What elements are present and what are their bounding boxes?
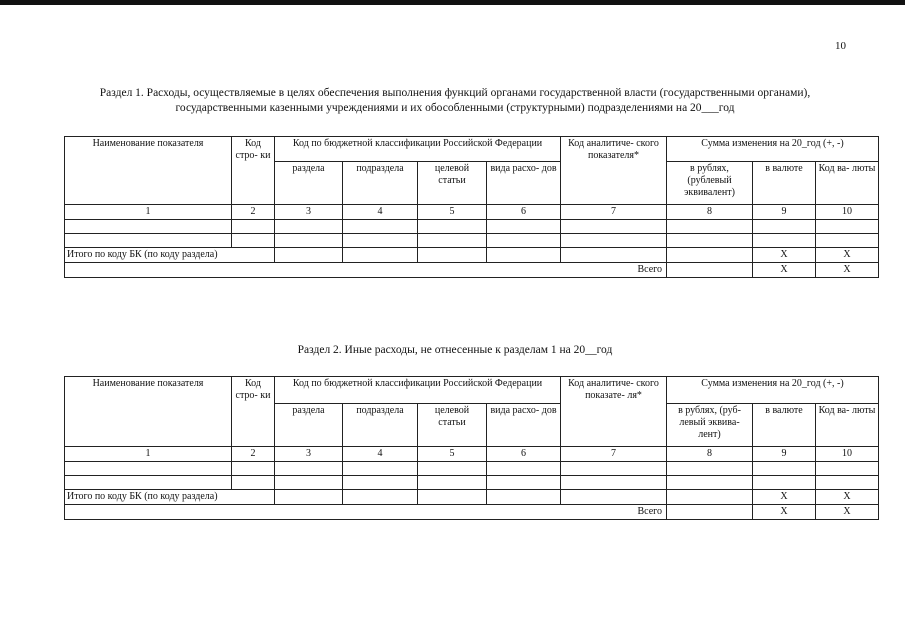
col-num: 8 — [667, 447, 753, 462]
header-name: Наименование показателя — [65, 137, 232, 205]
x-mark: X — [816, 248, 879, 263]
cell[interactable] — [65, 220, 232, 234]
col-num: 5 — [418, 447, 487, 462]
header-budget-code: Код по бюджетной классификации Российской Федерации — [275, 377, 561, 404]
header-line-code: Код стро- ки — [232, 137, 275, 205]
col-num: 3 — [275, 205, 343, 220]
cell[interactable] — [232, 234, 275, 248]
table-row — [65, 220, 879, 234]
x-mark: X — [816, 505, 879, 520]
grand-total-label: Всего — [65, 263, 667, 278]
grand-total-row — [65, 505, 879, 520]
cell[interactable] — [275, 220, 343, 234]
header-currency: в валюте — [753, 162, 816, 205]
cell[interactable] — [275, 234, 343, 248]
cell[interactable] — [667, 490, 753, 505]
cell[interactable] — [418, 490, 487, 505]
x-mark: X — [816, 263, 879, 278]
cell[interactable] — [418, 462, 487, 476]
cell[interactable] — [561, 220, 667, 234]
col-num: 6 — [487, 447, 561, 462]
header-target: целевой статьи — [418, 162, 487, 205]
cell[interactable] — [275, 490, 343, 505]
table-row — [65, 462, 879, 476]
header-line-code: Код стро- ки — [232, 377, 275, 447]
total-by-bk-label: Итого по коду БК (по коду раздела) — [65, 490, 275, 505]
cell[interactable] — [343, 234, 418, 248]
cell[interactable] — [232, 220, 275, 234]
cell[interactable] — [667, 248, 753, 263]
cell[interactable] — [343, 220, 418, 234]
cell[interactable] — [418, 234, 487, 248]
column-number-row — [65, 205, 879, 220]
header-expense-type: вида расхо- дов — [487, 404, 561, 447]
col-num: 4 — [343, 205, 418, 220]
section1-title: Раздел 1. Расходы, осуществляемые в целях обеспечения выполнения функций органами государственной власти (государственными органами), государственными казенными учреждениями и их обособленными (структурными) подразделениями на 20___год — [99, 87, 811, 114]
cell[interactable] — [667, 220, 753, 234]
cell[interactable] — [418, 220, 487, 234]
section2-title: Раздел 2. Иные расходы, не отнесенные к разделам 1 на 20__год — [297, 344, 613, 356]
cell[interactable] — [561, 234, 667, 248]
section2-table — [64, 376, 879, 520]
cell[interactable] — [753, 462, 816, 476]
cell[interactable] — [667, 234, 753, 248]
header-budget-code: Код по бюджетной классификации Российской Федерации — [275, 137, 561, 162]
column-number-row — [65, 447, 879, 462]
header-currency-code: Код ва- люты — [816, 404, 879, 447]
grand-total-row — [65, 263, 879, 278]
col-num: 7 — [561, 205, 667, 220]
header-row-1 — [65, 377, 879, 404]
col-num: 9 — [753, 205, 816, 220]
cell[interactable] — [561, 248, 667, 263]
cell[interactable] — [418, 248, 487, 263]
cell[interactable] — [65, 462, 232, 476]
cell[interactable] — [816, 220, 879, 234]
header-expense-type: вида расхо- дов — [487, 162, 561, 205]
cell[interactable] — [343, 462, 418, 476]
cell[interactable] — [343, 490, 418, 505]
cell[interactable] — [343, 248, 418, 263]
header-subsection: подраздела — [343, 162, 418, 205]
cell[interactable] — [65, 476, 232, 490]
col-num: 4 — [343, 447, 418, 462]
x-mark: X — [753, 505, 816, 520]
cell[interactable] — [232, 462, 275, 476]
grand-total-label: Всего — [65, 505, 667, 520]
x-mark: X — [816, 490, 879, 505]
cell[interactable] — [487, 220, 561, 234]
header-currency-code: Код ва- люты — [816, 162, 879, 205]
total-by-bk-row — [65, 248, 879, 263]
cell[interactable] — [487, 476, 561, 490]
col-num: 3 — [275, 447, 343, 462]
cell[interactable] — [487, 490, 561, 505]
table-row — [65, 476, 879, 490]
page-number: 10 — [835, 40, 846, 52]
col-num: 2 — [232, 447, 275, 462]
cell[interactable] — [561, 490, 667, 505]
cell[interactable] — [753, 220, 816, 234]
header-change-sum: Сумма изменения на 20_год (+, -) — [667, 137, 879, 162]
col-num: 2 — [232, 205, 275, 220]
total-by-bk-row — [65, 490, 879, 505]
cell[interactable] — [487, 462, 561, 476]
header-currency: в валюте — [753, 404, 816, 447]
cell[interactable] — [816, 234, 879, 248]
cell[interactable] — [667, 462, 753, 476]
col-num: 9 — [753, 447, 816, 462]
cell[interactable] — [561, 476, 667, 490]
table-row — [65, 234, 879, 248]
x-mark: X — [753, 490, 816, 505]
cell[interactable] — [753, 476, 816, 490]
cell[interactable] — [667, 505, 753, 520]
col-num: 5 — [418, 205, 487, 220]
section1-table — [64, 136, 879, 278]
cell[interactable] — [816, 462, 879, 476]
cell[interactable] — [816, 476, 879, 490]
header-analytic: Код аналитиче- ского показате- ля* — [561, 377, 667, 447]
cell[interactable] — [487, 234, 561, 248]
cell[interactable] — [232, 476, 275, 490]
header-section: раздела — [275, 404, 343, 447]
col-num: 7 — [561, 447, 667, 462]
col-num: 10 — [816, 205, 879, 220]
cell[interactable] — [275, 476, 343, 490]
col-num: 10 — [816, 447, 879, 462]
header-subsection: подраздела — [343, 404, 418, 447]
cell[interactable] — [275, 248, 343, 263]
cell[interactable] — [65, 234, 232, 248]
header-target: целевой статьи — [418, 404, 487, 447]
cell[interactable] — [561, 462, 667, 476]
col-num: 6 — [487, 205, 561, 220]
header-section: раздела — [275, 162, 343, 205]
cell[interactable] — [343, 476, 418, 490]
header-rubles: в рублях, (рублевый эквивалент) — [667, 162, 753, 205]
cell[interactable] — [487, 248, 561, 263]
header-analytic: Код аналитиче- ского показателя* — [561, 137, 667, 205]
x-mark: X — [753, 263, 816, 278]
cell[interactable] — [275, 462, 343, 476]
top-border-bar — [0, 0, 905, 5]
col-num: 1 — [65, 205, 232, 220]
total-by-bk-label: Итого по коду БК (по коду раздела) — [65, 248, 275, 263]
cell[interactable] — [418, 476, 487, 490]
header-name: Наименование показателя — [65, 377, 232, 447]
cell[interactable] — [753, 234, 816, 248]
cell[interactable] — [667, 263, 753, 278]
x-mark: X — [753, 248, 816, 263]
cell[interactable] — [667, 476, 753, 490]
col-num: 1 — [65, 447, 232, 462]
header-row-1 — [65, 137, 879, 162]
header-rubles: в рублях, (руб- левый эквива- лент) — [667, 404, 753, 447]
col-num: 8 — [667, 205, 753, 220]
header-change-sum: Сумма изменения на 20_год (+, -) — [667, 377, 879, 404]
